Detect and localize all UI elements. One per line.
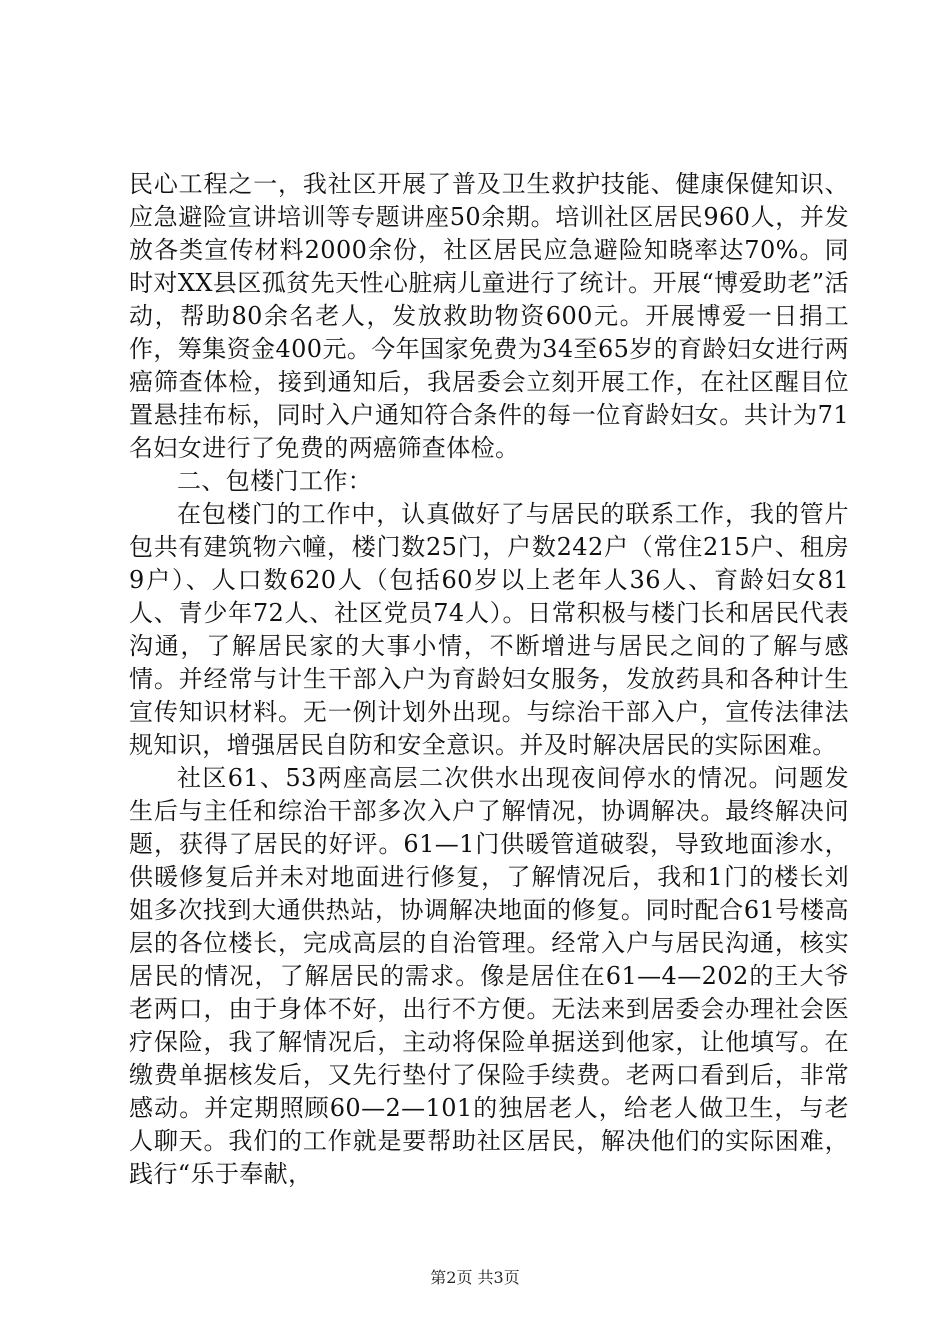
page-number-footer: 第2页 共3页 bbox=[430, 1268, 520, 1287]
paragraph-building-work: 在包楼门的工作中，认真做好了与居民的联系工作，我的管片包共有建筑物六幢，楼门数25门，户数242户（常住215户、租房9户）、人口数620人（包括60岁以上老年人36人、育龄妇女81人、青少年72人、社区党员74人）。日常积极与楼门长和居民代表沟通，了解居民家的大事小情，不断增进与居民之间的了解与感情。并经常与计生干部入户为育龄妇女服务，发放药具和各种计生宣传知识材料。无一例计划外出现。与综治干部入户，宣传法律法规知识，增强居民自防和安全意识。并及时解决居民的实际困难。 bbox=[129, 500, 849, 759]
paragraph-continued: 民心工程之一，我社区开展了普及卫生救护技能、健康保健知识、应急避险宣讲培训等专题讲座50余期。培训社区居民960人，并发放各类宣传材料2000余份，社区居民应急避险知晓率达70%。同时对XX县区孤贫先天性心脏病儿童进行了统计。开展“博爱助老”活动，帮助80余名老人，发放救助物资600元。开展博爱一日捐工作，筹集资金400元。今年国家免费为34至65岁的育龄妇女进行两癌筛查体检，接到通知后，我居委会立刻开展工作，在社区醒目位置悬挂布标，同时入户通知符合条件的每一位育龄妇女。共计为71名妇女进行了免费的两癌筛查体检。 bbox=[129, 170, 849, 462]
document-body bbox=[129, 168, 849, 1191]
paragraph-high-rise-issues: 社区61、53两座高层二次供水出现夜间停水的情况。问题发生后与主任和综治干部多次入户了解情况，协调解决。最终解决问题，获得了居民的好评。61—1门供暖管道破裂，导致地面渗水，供暖修复后并未对地面进行修复，了解情况后，我和1门的楼长刘姐多次找到大通供热站，协调解决地面的修复。同时配合61号楼高层的各位楼长，完成高层的自治管理。经常入户与居民沟通，核实居民的情况，了解居民的需求。像是居住在61—4—202的王大爷老两口，由于身体不好，出行不方便。无法来到居委会办理社会医疗保险，我了解情况后，主动将保险单据送到他家，让他填写。在缴费单据核发后，又先行垫付了保险手续费。老两口看到后，非常感动。并定期照顾60—2—101的独居老人，给老人做卫生，与老人聊天。我们的工作就是要帮助社区居民，解决他们的实际困难，践行“乐于奉献， bbox=[129, 764, 849, 1188]
section-heading: 二、包楼门工作： bbox=[177, 467, 373, 495]
